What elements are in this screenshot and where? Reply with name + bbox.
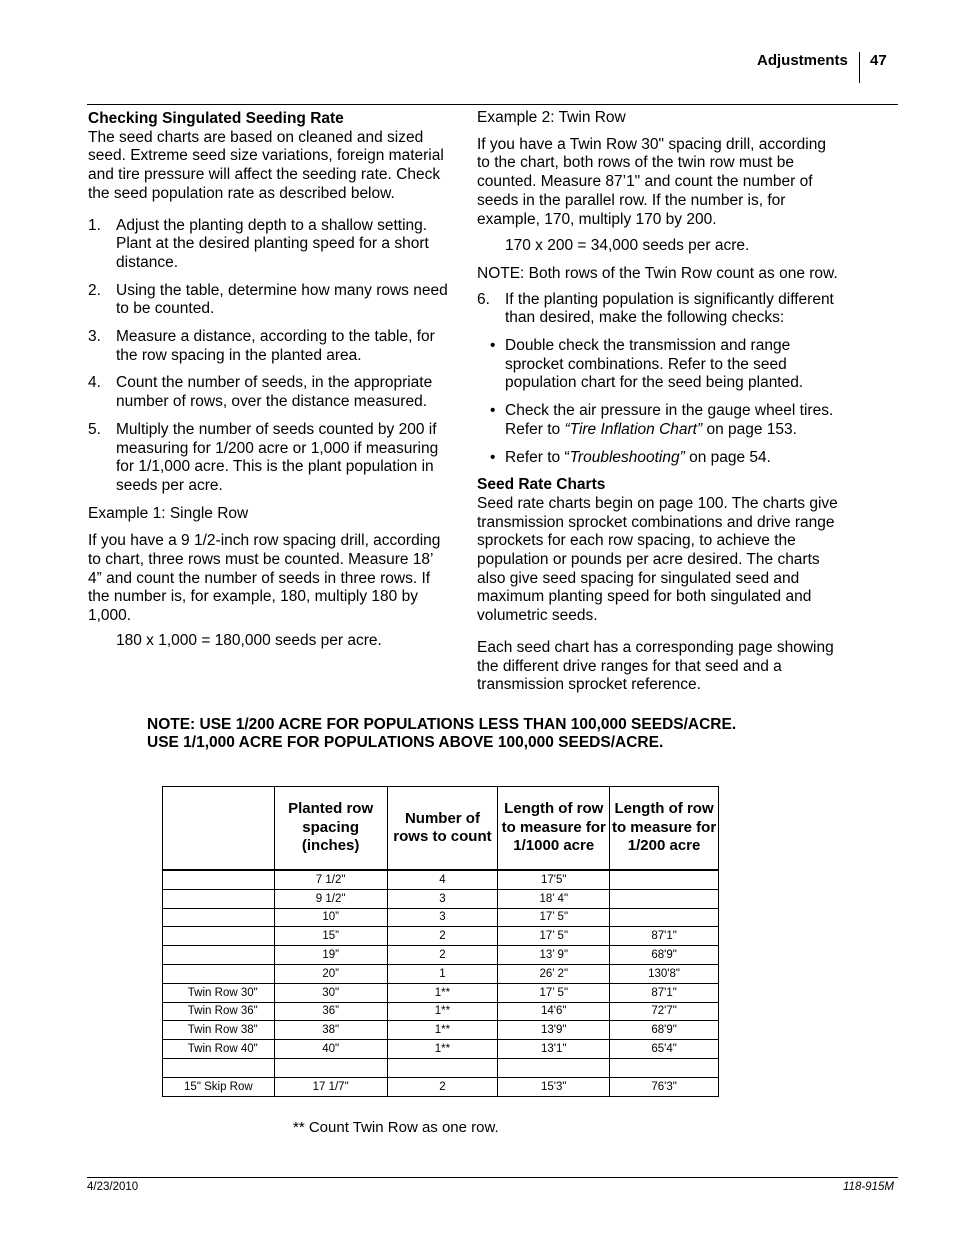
check-text: Check the air pressure in the gauge wheel tires. Refer to bbox=[505, 402, 834, 438]
step-text: Multiply the number of seeds counted by 200 if measuring for 1/200 acre or 1,000 if measuring for 1/1,000 acre. This is the plant population in seeds per acre. bbox=[116, 420, 439, 494]
table-cell: 3 bbox=[387, 889, 498, 908]
table-cell: 68'9" bbox=[610, 1021, 719, 1040]
table-cell: Twin Row 38" bbox=[163, 1021, 275, 1040]
table-cell: 1 bbox=[387, 964, 498, 983]
table-cell: 20” bbox=[274, 964, 387, 983]
step-number: 2. bbox=[88, 281, 101, 299]
table-cell bbox=[498, 1058, 610, 1077]
table-cell: Twin Row 30" bbox=[163, 983, 275, 1002]
table-row bbox=[163, 927, 719, 946]
step-1 bbox=[88, 217, 450, 273]
table-cell: 15" Skip Row bbox=[163, 1077, 275, 1096]
table-row bbox=[163, 908, 719, 927]
step-text: Measure a distance, according to the table, for the row spacing in the planted area. bbox=[116, 328, 435, 364]
step-number: 4. bbox=[88, 374, 101, 392]
check-item bbox=[477, 402, 841, 439]
bullet-icon: • bbox=[490, 402, 496, 420]
table-cell bbox=[163, 889, 275, 908]
table-cell: 30" bbox=[274, 983, 387, 1002]
table-row bbox=[163, 889, 719, 908]
check-text: Double check the transmission and range sprocket combinations. Refer to the seed population chart for the seed being planted. bbox=[505, 337, 804, 392]
table-cell: 14'6" bbox=[498, 1002, 610, 1021]
table-cell: 72'7" bbox=[610, 1002, 719, 1021]
table-cell: 17 1/7" bbox=[274, 1077, 387, 1096]
table-cell: 4 bbox=[387, 870, 498, 889]
check-text: on page 54. bbox=[684, 448, 771, 466]
check-text: on page 153. bbox=[702, 420, 797, 438]
table-cell: 65'4" bbox=[610, 1040, 719, 1059]
table-row bbox=[163, 870, 719, 889]
step-3 bbox=[88, 328, 450, 365]
table-cell: 18’ 4" bbox=[498, 889, 610, 908]
column-header: Length of row to measure for 1/1000 acre bbox=[498, 787, 610, 871]
table-row bbox=[163, 983, 719, 1002]
table-cell: 1** bbox=[387, 1002, 498, 1021]
steps-list bbox=[88, 217, 450, 496]
table-row bbox=[163, 1021, 719, 1040]
note-line-1: NOTE: USE 1/200 ACRE FOR POPULATIONS LESS THAN 100,000 SEEDS/ACRE. bbox=[147, 716, 737, 733]
check-reference: “Tire Inflation Chart” bbox=[564, 420, 703, 438]
table-cell: 36” bbox=[274, 1002, 387, 1021]
table-cell: 87'1" bbox=[610, 927, 719, 946]
table-cell: 19” bbox=[274, 946, 387, 965]
table-cell: 2 bbox=[387, 946, 498, 965]
table-cell: 2 bbox=[387, 927, 498, 946]
bullet-icon: • bbox=[490, 448, 496, 466]
table-row bbox=[163, 1040, 719, 1059]
table-cell: 68'9" bbox=[610, 946, 719, 965]
table-cell: 17'5" bbox=[498, 870, 610, 889]
example1-title: Example 1: Single Row bbox=[88, 504, 249, 522]
check-item bbox=[477, 337, 841, 393]
table-cell: 1** bbox=[387, 1040, 498, 1059]
header-rule bbox=[87, 104, 898, 105]
table-cell bbox=[610, 1058, 719, 1077]
table-cell: 15” bbox=[274, 927, 387, 946]
table-cell bbox=[274, 1058, 387, 1077]
table-header-row bbox=[163, 787, 719, 871]
step-4 bbox=[88, 374, 450, 411]
example2-calc: 170 x 200 = 34,000 seeds per acre. bbox=[505, 237, 750, 255]
footer-date: 4/23/2010 bbox=[87, 1181, 139, 1193]
table-cell: 9 1/2" bbox=[274, 889, 387, 908]
table-cell bbox=[610, 870, 719, 889]
table-row bbox=[163, 964, 719, 983]
table-cell: 10” bbox=[274, 908, 387, 927]
footer-rule bbox=[87, 1177, 898, 1178]
step-text: Adjust the planting depth to a shallow setting. Plant at the desired planting speed for a short distance. bbox=[116, 216, 429, 271]
table-cell: 17’ 5" bbox=[498, 908, 610, 927]
table-cell bbox=[163, 908, 275, 927]
table-cell: 13’ 9" bbox=[498, 946, 610, 965]
twin-row-note: NOTE: Both rows of the Twin Row count as one row. bbox=[477, 264, 838, 282]
seeding-rate-heading: Checking Singulated Seeding Rate bbox=[88, 110, 344, 127]
table-cell: 38" bbox=[274, 1021, 387, 1040]
step-6 bbox=[477, 291, 841, 328]
step-number: 6. bbox=[477, 290, 490, 308]
right-column bbox=[477, 109, 841, 695]
checks-list bbox=[477, 337, 841, 467]
table-cell: Twin Row 36" bbox=[163, 1002, 275, 1021]
acre-usage-note bbox=[147, 716, 736, 752]
table-cell: 40" bbox=[274, 1040, 387, 1059]
section-title: Adjustments bbox=[757, 52, 848, 69]
table-cell bbox=[610, 908, 719, 927]
row-count-table bbox=[162, 786, 719, 1097]
step-text: If the planting population is significantly different than desired, make the following checks: bbox=[505, 290, 834, 327]
example2-text: If you have a Twin Row 30" spacing drill, according to the chart, both rows of the twin row must be counted. Measure 87’1" and count the number of seeds in the parallel row. If the number is, for example, 170, multiply 170 by 200. bbox=[477, 135, 826, 228]
table-cell: 76'3" bbox=[610, 1077, 719, 1096]
column-header: Length of row to measure for 1/200 acre bbox=[610, 787, 719, 871]
table-row bbox=[163, 1002, 719, 1021]
step-number: 5. bbox=[88, 420, 101, 438]
note-line-2: USE 1/1,000 ACRE FOR POPULATIONS ABOVE 100,000 SEEDS/ACRE. bbox=[147, 734, 664, 751]
table-cell: 13'9" bbox=[498, 1021, 610, 1040]
table-cell: 2 bbox=[387, 1077, 498, 1096]
check-reference: Troubleshooting” bbox=[569, 448, 685, 466]
step-number: 3. bbox=[88, 328, 101, 346]
table-cell bbox=[387, 1058, 498, 1077]
table-cell bbox=[163, 964, 275, 983]
table-cell: 17’ 5" bbox=[498, 983, 610, 1002]
column-header: Planted row spacing (inches) bbox=[274, 787, 387, 871]
seed-rate-heading: Seed Rate Charts bbox=[477, 476, 606, 494]
table-cell bbox=[610, 889, 719, 908]
table-cell bbox=[163, 1058, 275, 1077]
table-cell: 87'1" bbox=[610, 983, 719, 1002]
table-cell bbox=[163, 927, 275, 946]
table-cell: 13'1" bbox=[498, 1040, 610, 1059]
header-divider bbox=[859, 52, 860, 83]
table-cell: 17’ 5" bbox=[498, 927, 610, 946]
seed-rate-text: Seed rate charts begin on page 100. The charts give transmission sprocket combinations and drive range sprockets for each row spacing, to achieve the population or pounds per acre desired. The charts also give seed spacing for singulated seed and maximum planting speed for both singulated and volumetric seeds. bbox=[477, 494, 838, 625]
column-header: Number of rows to count bbox=[387, 787, 498, 871]
step-5 bbox=[88, 421, 450, 496]
table-cell: 3 bbox=[387, 908, 498, 927]
table-cell bbox=[163, 946, 275, 965]
table-body bbox=[163, 870, 719, 1096]
check-text: Refer to “ bbox=[505, 448, 570, 466]
seed-chart-text: Each seed chart has a corresponding page showing the different drive ranges for that seed and a transmission sprocket reference. bbox=[477, 638, 834, 694]
left-column bbox=[88, 110, 450, 651]
check-item bbox=[477, 449, 841, 468]
step-number: 1. bbox=[88, 216, 101, 234]
table-cell: Twin Row 40" bbox=[163, 1040, 275, 1059]
page-number: 47 bbox=[870, 52, 887, 69]
column-header bbox=[163, 787, 275, 871]
document-number: 118-915M bbox=[843, 1181, 894, 1193]
table-cell: 130'8" bbox=[610, 964, 719, 983]
table-row bbox=[163, 1077, 719, 1096]
intro-paragraph: The seed charts are based on cleaned and sized seed. Extreme seed size variations, foreign material and tire pressure will affect the seeding rate. Check the seed population rate as described below. bbox=[88, 128, 444, 202]
table-footnote: ** Count Twin Row as one row. bbox=[293, 1119, 499, 1136]
example1-calc: 180 x 1,000 = 180,000 seeds per acre. bbox=[116, 631, 382, 649]
table-row bbox=[163, 946, 719, 965]
table-row bbox=[163, 1058, 719, 1077]
example1-text: If you have a 9 1/2-inch row spacing drill, according to chart, three rows must be counted. Measure 18’ 4” and count the number of seeds in three rows. If the number is, for example, 180, multiply 180 by 1,000. bbox=[88, 532, 441, 625]
step-text: Count the number of seeds, in the appropriate number of rows, over the distance measured. bbox=[116, 374, 433, 411]
bullet-icon: • bbox=[490, 337, 496, 355]
example2-title: Example 2: Twin Row bbox=[477, 109, 626, 126]
table-cell: 1** bbox=[387, 1021, 498, 1040]
table-cell bbox=[163, 870, 275, 889]
table-cell: 15'3" bbox=[498, 1077, 610, 1096]
table-cell: 26’ 2" bbox=[498, 964, 610, 983]
step-text: Using the table, determine how many rows need to be counted. bbox=[116, 281, 448, 318]
table-cell: 1** bbox=[387, 983, 498, 1002]
step-2 bbox=[88, 282, 450, 319]
table-cell: 7 1/2" bbox=[274, 870, 387, 889]
